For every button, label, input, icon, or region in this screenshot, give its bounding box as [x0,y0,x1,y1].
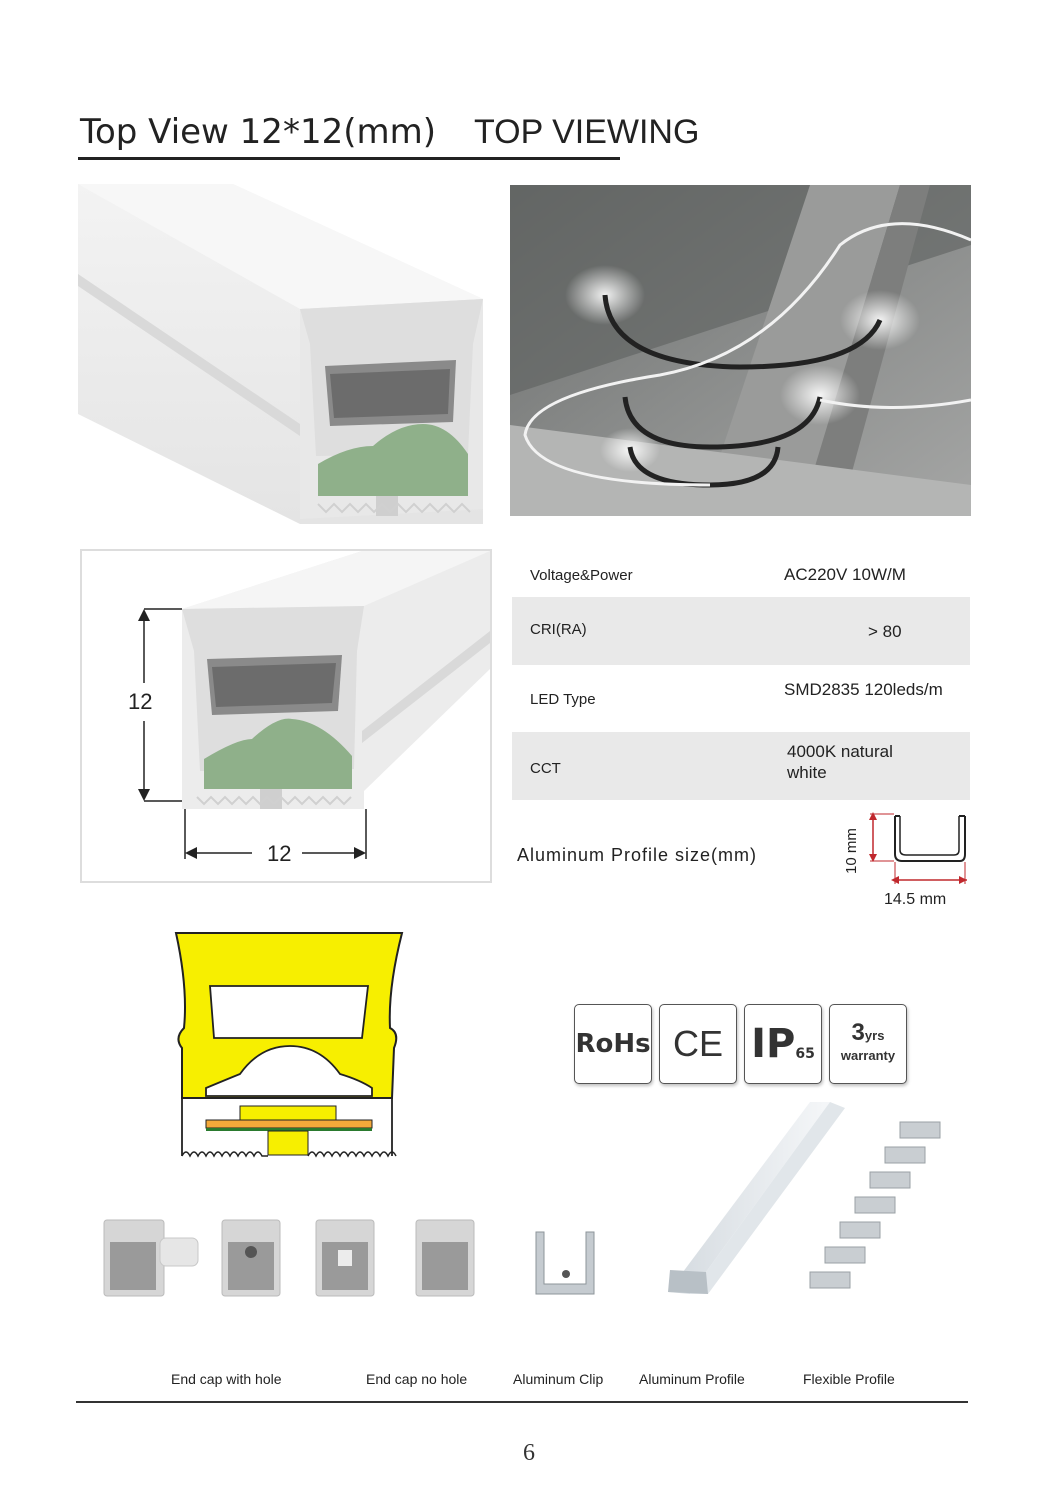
spec-value: SMD2835 120leds/m [784,680,943,699]
ce-text: CE [672,1023,723,1064]
ip-text: IP [751,1021,796,1067]
title-right: TOP VIEWING [473,113,700,151]
ip-rating-text: 65 [795,1046,815,1062]
end-cap-with-hole-image-2 [220,1218,282,1298]
title-underline [78,157,620,160]
warranty-text: warranty [840,1047,896,1063]
spec-row [512,732,970,800]
title-left: Top View 12*12(mm) [80,112,436,152]
spec-table [512,548,970,800]
accessory-label: Aluminum Clip [513,1371,604,1387]
dimension-render [82,551,490,881]
spec-row [512,597,970,665]
ceiling-installation-photo [510,185,971,516]
aluminum-profile-size-label: Aluminum Profile size(mm) [517,845,758,865]
spec-value: 4000K natural white [787,742,893,782]
rohs-text: RoHs [575,1029,651,1059]
aluminum-width-label: 14.5 mm [884,891,947,908]
warranty-yrs: yrs [864,1027,885,1043]
accessory-label: End cap no hole [366,1371,468,1387]
spec-label: CCT [530,760,561,777]
end-cap-no-hole-image-1 [314,1218,376,1298]
spec-row [512,548,970,597]
page-number: 6 [523,1440,535,1466]
spec-value: AC220V 10W/M [784,565,906,584]
rohs-badge [574,1004,652,1084]
width-dimension-label: 12 [267,841,292,866]
aluminum-clip-image [528,1222,604,1302]
end-cap-no-hole-image-2 [414,1218,492,1298]
accessory-label: Flexible Profile [803,1371,895,1387]
spec-label: Voltage&Power [530,567,633,584]
accessory-label: Aluminum Profile [639,1371,745,1387]
warranty-number: 3 [851,1018,865,1046]
accessory-label: End cap with hole [171,1371,282,1387]
footer-rule [76,1401,968,1403]
spec-value: > 80 [868,622,902,641]
neon-profile-render [78,184,483,524]
cross-section-diagram [170,928,408,1160]
end-cap-with-hole-image-1 [102,1218,200,1300]
spec-row [512,665,970,732]
spec-label: CRI(RA) [530,621,587,638]
aluminum-height-label: 10 mm [843,828,860,874]
spec-label: LED Type [530,691,596,708]
page-title [80,112,699,152]
aluminum-and-flexible-profile-image [650,1072,998,1312]
dimension-drawing [80,549,492,883]
height-dimension-label: 12 [128,689,153,714]
